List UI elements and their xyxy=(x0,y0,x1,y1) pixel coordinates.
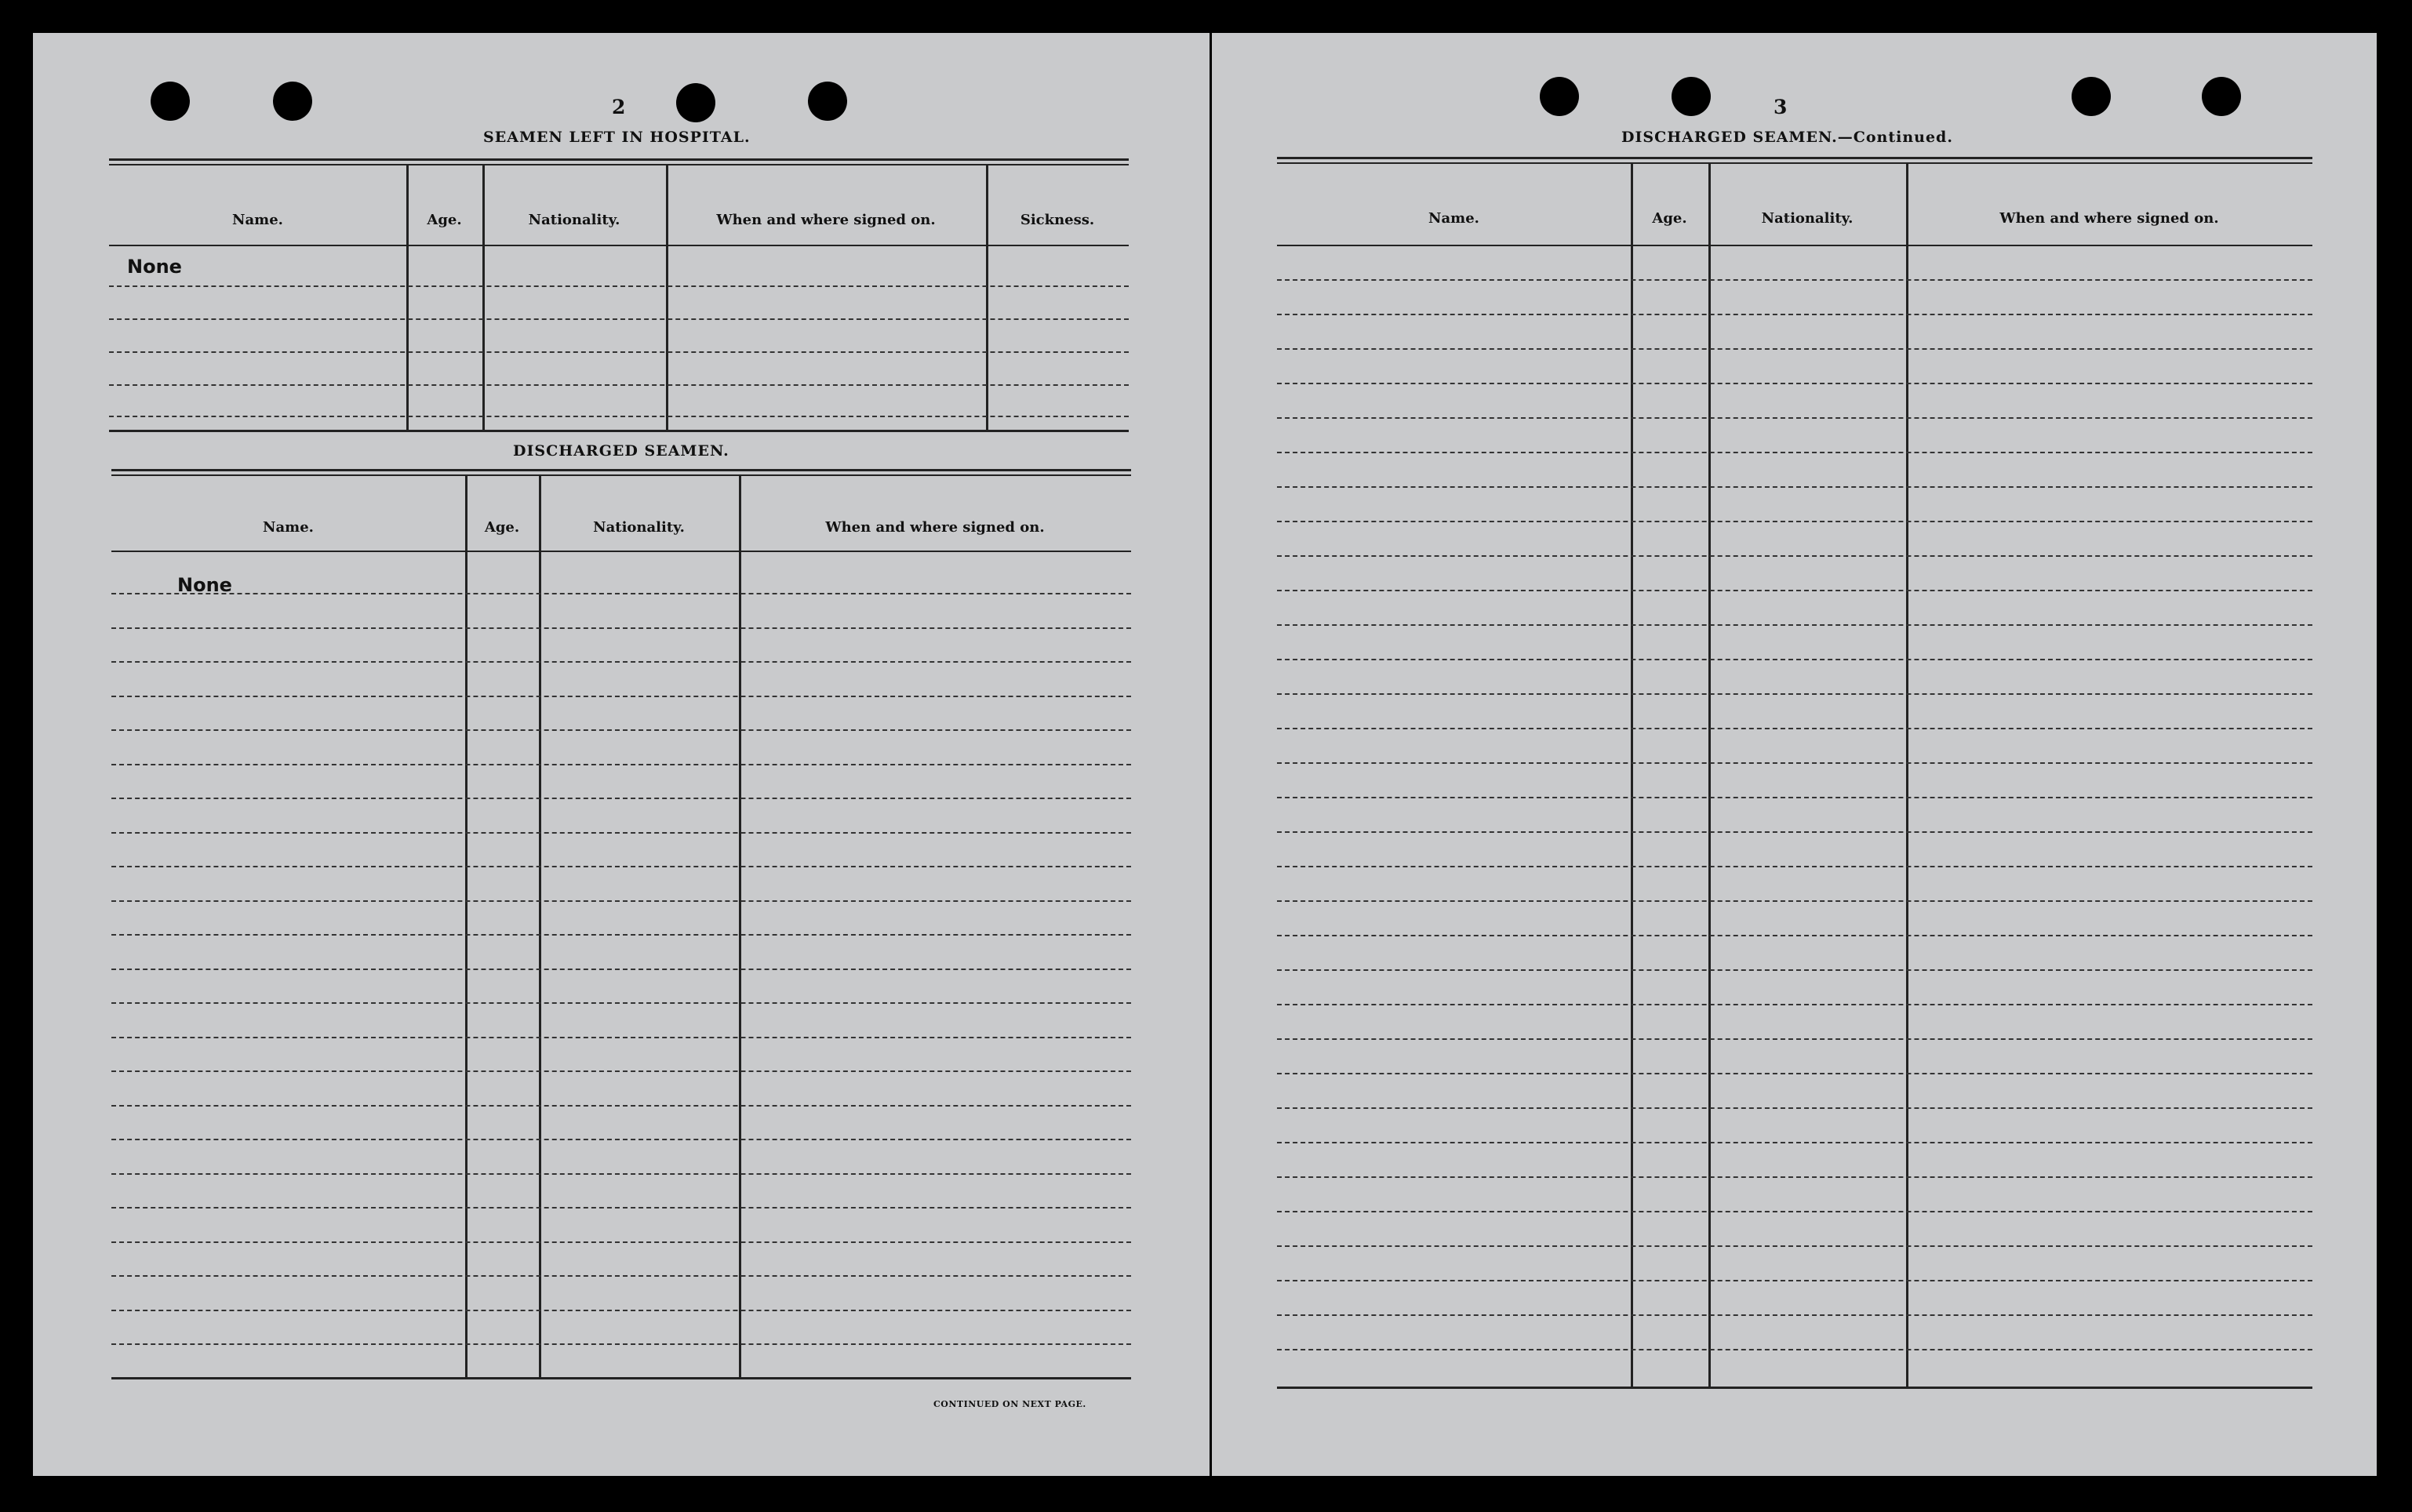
row-line xyxy=(1277,1349,2312,1350)
row-line xyxy=(111,1037,1131,1038)
row-line xyxy=(111,1070,1131,1072)
continued-footnote: CONTINUED ON NEXT PAGE. xyxy=(933,1399,1086,1409)
row-line xyxy=(1277,555,2312,557)
row-line xyxy=(111,1310,1131,1311)
column-header-sickness: Sickness. xyxy=(1020,212,1095,228)
column-header-age: Age. xyxy=(1652,210,1687,227)
row-line xyxy=(1277,1107,2312,1109)
row-line xyxy=(111,1139,1131,1140)
punch-hole xyxy=(2202,77,2241,116)
punch-hole xyxy=(808,82,847,121)
row-line xyxy=(1277,1004,2312,1005)
column-header-when-where: When and where signed on. xyxy=(716,212,936,228)
discharged-table xyxy=(111,469,1131,1394)
column-divider xyxy=(482,165,485,430)
row-line xyxy=(1277,590,2312,591)
page-number: 3 xyxy=(1774,96,1788,118)
row-line xyxy=(1277,659,2312,660)
row-line xyxy=(1277,383,2312,384)
column-header-age: Age. xyxy=(484,519,520,536)
discharged-rows xyxy=(111,469,1131,1371)
row-line xyxy=(111,1207,1131,1209)
row-line xyxy=(111,627,1131,629)
row-line xyxy=(1277,866,2312,867)
row-line xyxy=(111,832,1131,834)
row-line xyxy=(109,384,1129,386)
table-bottom-rule xyxy=(1277,1387,2312,1389)
punch-hole xyxy=(151,82,190,121)
row-line xyxy=(1277,1280,2312,1281)
punch-hole xyxy=(1540,77,1579,116)
row-line xyxy=(111,1173,1131,1175)
row-line xyxy=(109,416,1129,417)
row-line xyxy=(111,866,1131,867)
hospital-entry: None xyxy=(127,256,182,278)
row-line xyxy=(111,696,1131,697)
column-header-when-where: When and where signed on. xyxy=(825,519,1045,536)
row-line xyxy=(1277,1073,2312,1074)
column-header-name: Name. xyxy=(232,212,283,228)
discharged-entry: None xyxy=(177,574,232,596)
row-line xyxy=(109,285,1129,287)
row-line xyxy=(1277,314,2312,315)
left-page xyxy=(33,33,1210,1476)
column-header-name: Name. xyxy=(263,519,314,536)
row-line xyxy=(111,1275,1131,1277)
hospital-table xyxy=(109,158,1129,464)
row-line xyxy=(1277,1314,2312,1316)
row-line xyxy=(109,351,1129,353)
row-line xyxy=(1277,486,2312,488)
discharged-section-title: DISCHARGED SEAMEN. xyxy=(513,442,729,460)
row-line xyxy=(1277,728,2312,729)
row-line xyxy=(1277,1038,2312,1040)
row-line xyxy=(1277,831,2312,833)
row-line xyxy=(1277,762,2312,764)
row-line xyxy=(1277,521,2312,522)
right-page xyxy=(1212,33,2377,1476)
discharged-continued-table xyxy=(1277,157,2312,1427)
column-header-name: Name. xyxy=(1428,210,1479,227)
column-divider xyxy=(986,165,988,430)
header-rule xyxy=(109,245,1129,246)
punch-hole xyxy=(2072,77,2111,116)
row-line xyxy=(1277,693,2312,695)
row-line xyxy=(1277,348,2312,350)
table-bottom-rule xyxy=(111,1377,1131,1379)
column-header-age: Age. xyxy=(427,212,462,228)
row-line xyxy=(1277,1142,2312,1143)
punch-hole xyxy=(1672,77,1711,116)
punch-hole xyxy=(273,82,312,121)
row-line xyxy=(111,1105,1131,1107)
row-line xyxy=(1277,900,2312,902)
row-line xyxy=(111,969,1131,970)
row-line xyxy=(1277,279,2312,281)
row-line xyxy=(1277,624,2312,626)
table-top-rule xyxy=(109,158,1129,165)
punch-hole xyxy=(676,83,715,122)
column-header-nationality: Nationality. xyxy=(593,519,685,536)
discharged-continued-title: DISCHARGED SEAMEN.—Continued. xyxy=(1621,129,1953,146)
row-line xyxy=(111,729,1131,731)
row-line xyxy=(109,318,1129,320)
row-line xyxy=(1277,797,2312,798)
row-line xyxy=(111,1241,1131,1243)
row-line xyxy=(1277,935,2312,936)
row-line xyxy=(111,661,1131,663)
discharged-continued-rows xyxy=(1277,157,2312,1380)
table-bottom-rule xyxy=(109,430,1129,432)
column-divider xyxy=(406,165,409,430)
column-divider xyxy=(666,165,668,430)
row-line xyxy=(1277,1211,2312,1212)
row-line xyxy=(1277,969,2312,971)
hospital-section-title: SEAMEN LEFT IN HOSPITAL. xyxy=(483,129,751,146)
row-line xyxy=(111,900,1131,902)
row-line xyxy=(111,593,1131,594)
row-line xyxy=(111,934,1131,936)
row-line xyxy=(111,1343,1131,1345)
column-header-when-where: When and where signed on. xyxy=(1999,210,2219,227)
row-line xyxy=(1277,1245,2312,1247)
row-line xyxy=(111,798,1131,799)
column-header-nationality: Nationality. xyxy=(528,212,620,228)
row-line xyxy=(111,764,1131,765)
row-line xyxy=(111,1002,1131,1004)
column-header-nationality: Nationality. xyxy=(1761,210,1854,227)
row-line xyxy=(1277,452,2312,453)
page-number: 2 xyxy=(612,96,626,118)
row-line xyxy=(1277,1176,2312,1178)
row-line xyxy=(1277,417,2312,419)
